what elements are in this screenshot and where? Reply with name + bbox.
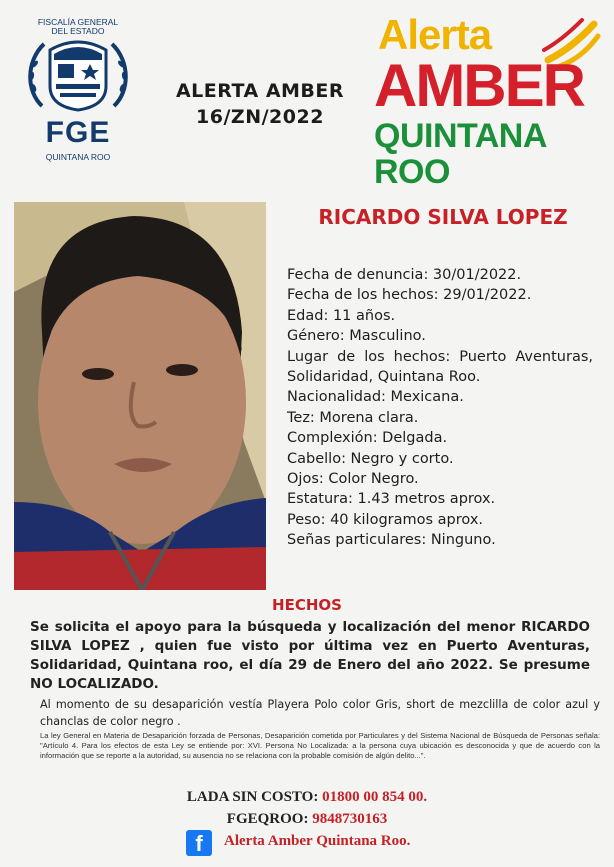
fge-logo: [22, 18, 134, 168]
missing-child-photo: [14, 202, 266, 590]
alerta-amber-logo: [374, 11, 604, 191]
detail-event-date: Fecha de los hechos: 29/01/2022.: [287, 287, 532, 304]
detail-eyes: Ojos: Color Negro.: [287, 471, 419, 488]
hechos-text: Se solicita el apoyo para la búsqueda y localización del menor RICARDO SILVA LOPEZ , quien fue visto por última vez en Puerto Aventuras, Solidaridad, Quintana roo, el día 29 de Enero del año 2022. Se presume NO LOCALIZADO.: [30, 619, 590, 692]
detail-gender: Género: Masculino.: [287, 328, 426, 345]
detail-age: Edad: 11 años.: [287, 307, 396, 324]
brand-amber: AMBER: [374, 52, 584, 119]
agency-line1: FISCALÍA GENERAL: [37, 17, 119, 27]
detail-build: Complexión: Delgada.: [287, 430, 448, 447]
agency-line2: DEL ESTADO: [51, 26, 105, 36]
lada-label: LADA SIN COSTO:: [186, 789, 319, 805]
detail-report-date: Fecha de denuncia: 30/01/2022.: [287, 267, 522, 283]
facebook-icon: f: [186, 830, 212, 856]
agency-state: QUINTANA ROO: [45, 152, 111, 162]
detail-complexion-skin: Tez: Morena clara.: [287, 409, 419, 426]
facebook-link[interactable]: [186, 830, 456, 858]
fge-label: FGEQROO:: [226, 811, 309, 827]
detail-marks: Señas particulares: Ninguno.: [287, 532, 496, 549]
alert-number: 16/ZN/2022: [196, 106, 324, 128]
contact-info: [0, 786, 614, 830]
agency-short: FGE: [45, 116, 111, 149]
detail-nationality: Nacionalidad: Mexicana.: [287, 389, 464, 406]
legal-note: La ley General en Materia de Desaparición forzada de Personas, Desaparición cometida por Particulares y del Sistema Nacional de Búsqueda de Personas señala: "Artículo 4. Para los efectos de esta Ley se entiende por: XVI. Persona No Localizada: a la persona cuya ubicación es desconocida y que de acuerdo con la información que se reporte a la autoridad, su ausencia no se relaciona con la probable comisión de algún delito...".: [40, 731, 600, 761]
brand-alerta: Alerta: [378, 11, 492, 58]
clothing-description: Al momento de su desaparición vestía Playera Polo color Gris, short de mezclilla de color azul y chanclas de color negro .: [40, 698, 600, 728]
facebook-page-name: Alerta Amber Quintana Roo.: [224, 833, 411, 849]
alert-title: ALERTA AMBER: [175, 80, 345, 102]
person-details: [287, 265, 593, 551]
detail-height: Estatura: 1.43 metros aprox.: [287, 491, 496, 508]
state-seal-icon: [22, 36, 134, 114]
detail-hair: Cabello: Negro y corto.: [287, 450, 454, 467]
hechos-heading: HECHOS: [272, 596, 342, 614]
detail-location: Lugar de los hechos: Puerto Aventuras, Solidaridad, Quintana Roo.: [287, 348, 593, 386]
fge-line: [0, 808, 614, 830]
brand-quintana-roo: QUINTANA ROO: [374, 117, 546, 191]
lada-number: 01800 00 854 00.: [322, 789, 428, 805]
person-name: RICARDO SILVA LOPEZ: [318, 205, 568, 229]
detail-weight: Peso: 40 kilogramos aprox.: [287, 511, 484, 528]
alert-id: [160, 78, 360, 130]
fge-number: 9848730163: [312, 811, 388, 827]
lada-line: [0, 786, 614, 808]
